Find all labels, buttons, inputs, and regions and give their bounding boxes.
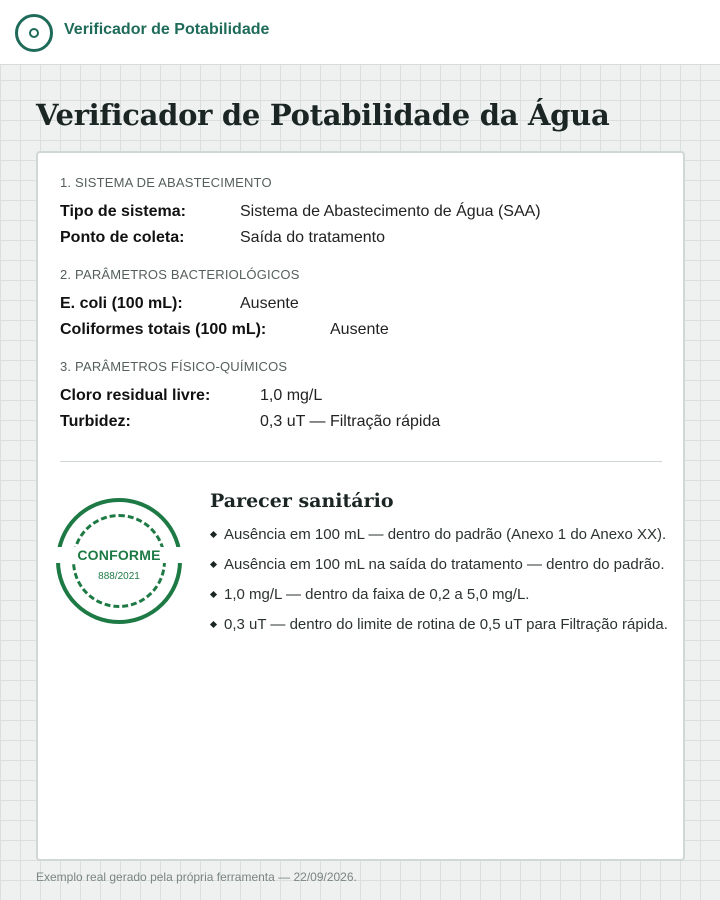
opinion-item-text: Ausência em 100 mL na saída do tratamento — dentro do padrão.: [224, 556, 665, 573]
section-title-physicochemical: 3. PARÂMETROS FÍSICO-QUÍMICOS: [60, 359, 288, 374]
opinion-item: [210, 525, 668, 555]
footer-note: Exemplo real gerado pela própria ferramenta — 22/09/2026.: [36, 870, 357, 884]
row-value-free-chlorine: 1,0 mg/L: [260, 387, 323, 404]
water-drop-ring-icon[interactable]: [15, 14, 53, 52]
opinion-title: Parecer sanitário: [210, 490, 394, 512]
diamond-bullet-icon: [210, 621, 217, 628]
result-card: [36, 151, 685, 861]
row-label-free-chlorine: Cloro residual livre:: [60, 387, 211, 404]
logo-core: [29, 28, 39, 38]
stamp-status: CONFORME: [54, 547, 184, 563]
row-label-ecoli: E. coli (100 mL):: [60, 295, 183, 312]
page-title: Verificador de Potabilidade da Água: [36, 98, 610, 132]
stamp-code: 888/2021: [98, 571, 140, 582]
opinion-item: [210, 615, 668, 645]
opinion-item-text: Ausência em 100 mL — dentro do padrão (Anexo 1 do Anexo XX).: [224, 526, 667, 543]
row-value-system-type: Sistema de Abastecimento de Água (SAA): [240, 203, 541, 220]
row-label-collection-point: Ponto de coleta:: [60, 229, 185, 246]
divider: [60, 461, 662, 462]
conformity-stamp: [56, 498, 182, 624]
opinion-item-text: 1,0 mg/L — dentro da faixa de 0,2 a 5,0 mg/L.: [224, 586, 530, 603]
opinion-list: [210, 525, 668, 645]
diamond-bullet-icon: [210, 591, 217, 598]
section-title-bacteriological: 2. PARÂMETROS BACTERIOLÓGICOS: [60, 267, 300, 282]
row-value-collection-point: Saída do tratamento: [240, 229, 385, 246]
top-bar: [0, 0, 720, 65]
row-label-turbidity: Turbidez:: [60, 413, 131, 430]
row-value-total-coliforms: Ausente: [330, 321, 389, 338]
row-value-turbidity: 0,3 uT — Filtração rápida: [260, 413, 441, 430]
brand-name[interactable]: Verificador de Potabilidade: [64, 21, 270, 38]
row-label-system-type: Tipo de sistema:: [60, 203, 186, 220]
diamond-bullet-icon: [210, 561, 217, 568]
opinion-item: [210, 585, 668, 615]
section-title-supply: 1. SISTEMA DE ABASTECIMENTO: [60, 175, 272, 190]
opinion-item-text: 0,3 uT — dentro do limite de rotina de 0,5 uT para Filtração rápida.: [224, 616, 668, 633]
diamond-bullet-icon: [210, 531, 217, 538]
row-label-total-coliforms: Coliformes totais (100 mL):: [60, 321, 267, 338]
opinion-item: [210, 555, 668, 585]
row-value-ecoli: Ausente: [240, 295, 299, 312]
